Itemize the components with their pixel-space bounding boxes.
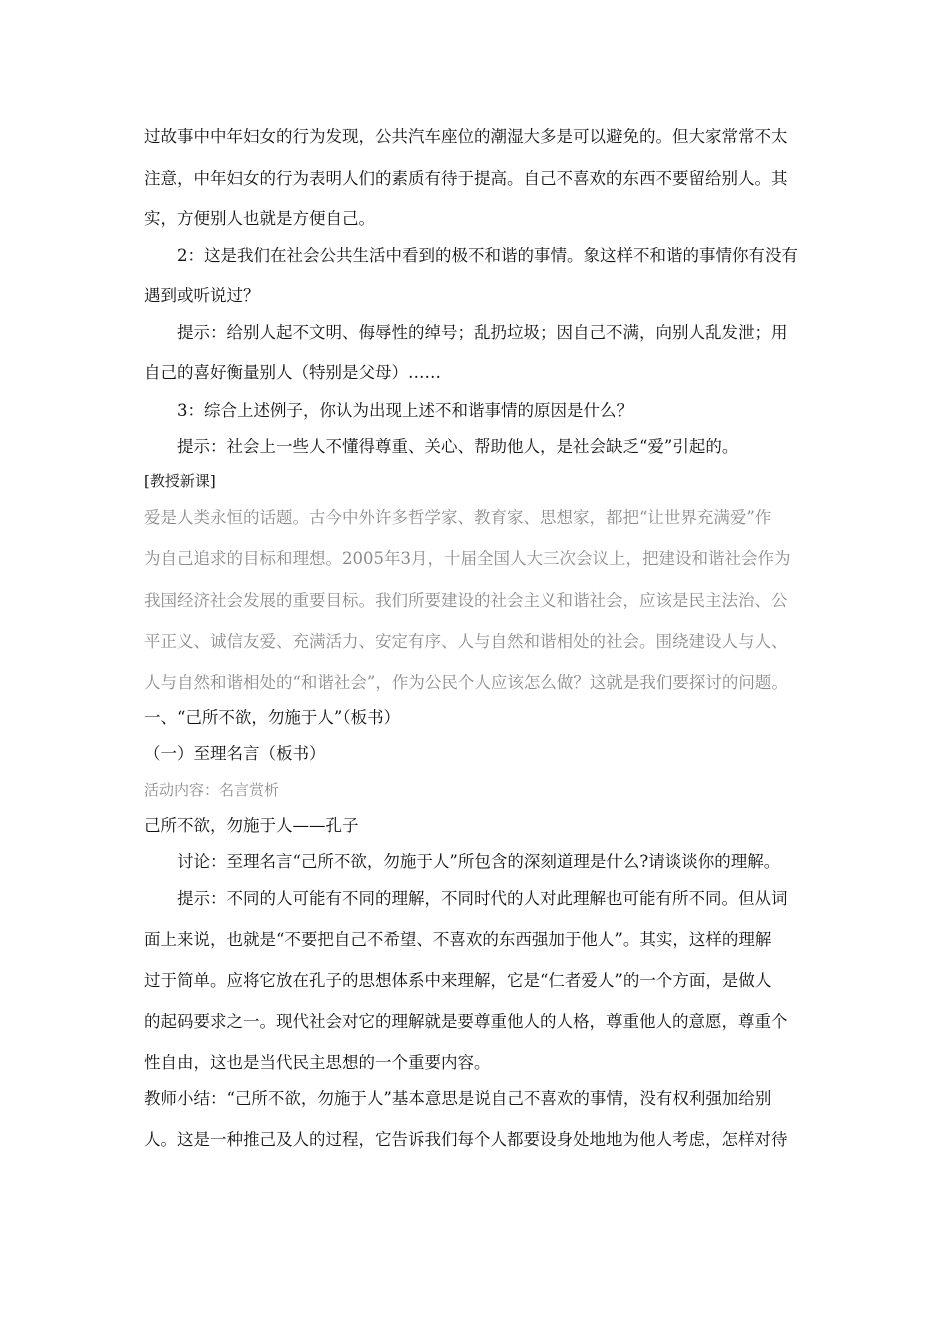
paragraph-line: 人。这是一种推己及人的过程，它告诉我们每个人都要设身处地地为他人考虑，怎样对待 bbox=[144, 1130, 788, 1149]
paragraph-line: 性自由，这也是当代民主思想的一个重要内容。 bbox=[144, 1053, 491, 1072]
paragraph-line: 为自己追求的目标和理想。2005年3月，十届全国人大三次会议上，把建设和谐社会作为 bbox=[144, 549, 791, 568]
section-heading: （一）至理名言（板书） bbox=[144, 744, 326, 763]
paragraph-line: 人与自然和谐相处的“和谐社会”，作为公民个人应该怎么做？这就是我们要探讨的问题。 bbox=[144, 673, 788, 692]
paragraph-line: 提示：给别人起不文明、侮辱性的绰号；乱扔垃圾；因自己不满，向别人乱发泄；用 bbox=[177, 323, 788, 342]
paragraph-line: 自己的喜好衡量别人（特别是父母）…… bbox=[144, 363, 441, 382]
quote-line: 己所不欲，勿施于人——孔子 bbox=[144, 816, 359, 835]
section-heading: [教授新课] bbox=[144, 472, 216, 490]
paragraph-line: 注意，中年妇女的行为表明人们的素质有待于提高。自己不喜欢的东西不要留给别人。其 bbox=[144, 169, 788, 188]
paragraph-line: 讨论：至理名言“己所不欲，勿施于人”所包含的深刻道理是什么?请谈谈你的理解。 bbox=[177, 852, 781, 871]
paragraph-line: 提示：不同的人可能有不同的理解，不同时代的人对此理解也可能有所不同。但从词 bbox=[177, 889, 788, 908]
paragraph-line: 2：这是我们在社会公共生活中看到的极不和谐的事情。象这样不和谐的事情你有没有 bbox=[177, 246, 798, 265]
paragraph-line: 过于简单。应将它放在孔子的思想体系中来理解，它是“仁者爱人”的一个方面，是做人 bbox=[144, 971, 772, 990]
paragraph-line: 提示：社会上一些人不懂得尊重、关心、帮助他人，是社会缺乏“爱”引起的。 bbox=[177, 437, 739, 456]
paragraph-line: 我国经济社会发展的重要目标。我们所要建设的社会主义和谐社会，应该是民主法治、公 bbox=[144, 591, 788, 610]
paragraph-line: 3：综合上述例子，你认为出现上述不和谐事情的原因是什么？ bbox=[177, 401, 633, 420]
activity-label: 活动内容：名言赏析 bbox=[144, 781, 280, 799]
paragraph-line: 教师小结：“己所不欲，勿施于人”基本意思是说自己不喜欢的事情，没有权利强加给别 bbox=[144, 1089, 772, 1108]
paragraph-line: 面上来说，也就是“不要把自己不希望、不喜欢的东西强加于他人”。其实，这样的理解 bbox=[144, 930, 772, 949]
paragraph-line: 的起码要求之一。现代社会对它的理解就是要尊重他人的人格，尊重他人的意愿，尊重个 bbox=[144, 1012, 788, 1031]
paragraph-line: 实，方便别人也就是方便自己。 bbox=[144, 209, 375, 228]
paragraph-line: 遇到或听说过？ bbox=[144, 286, 260, 305]
section-heading: 一、“己所不欲，勿施于人”（板书） bbox=[144, 708, 401, 727]
paragraph-line: 平正义、诚信友爱、充满活力、安定有序、人与自然和谐相处的社会。围绕建设人与人、 bbox=[144, 632, 788, 651]
paragraph-line: 爱是人类永恒的话题。古今中外许多哲学家、教育家、思想家，都把“让世界充满爱”作 bbox=[144, 508, 772, 527]
paragraph-line: 过故事中中年妇女的行为发现，公共汽车座位的潮湿大多是可以避免的。但大家常常不太 bbox=[144, 127, 788, 146]
